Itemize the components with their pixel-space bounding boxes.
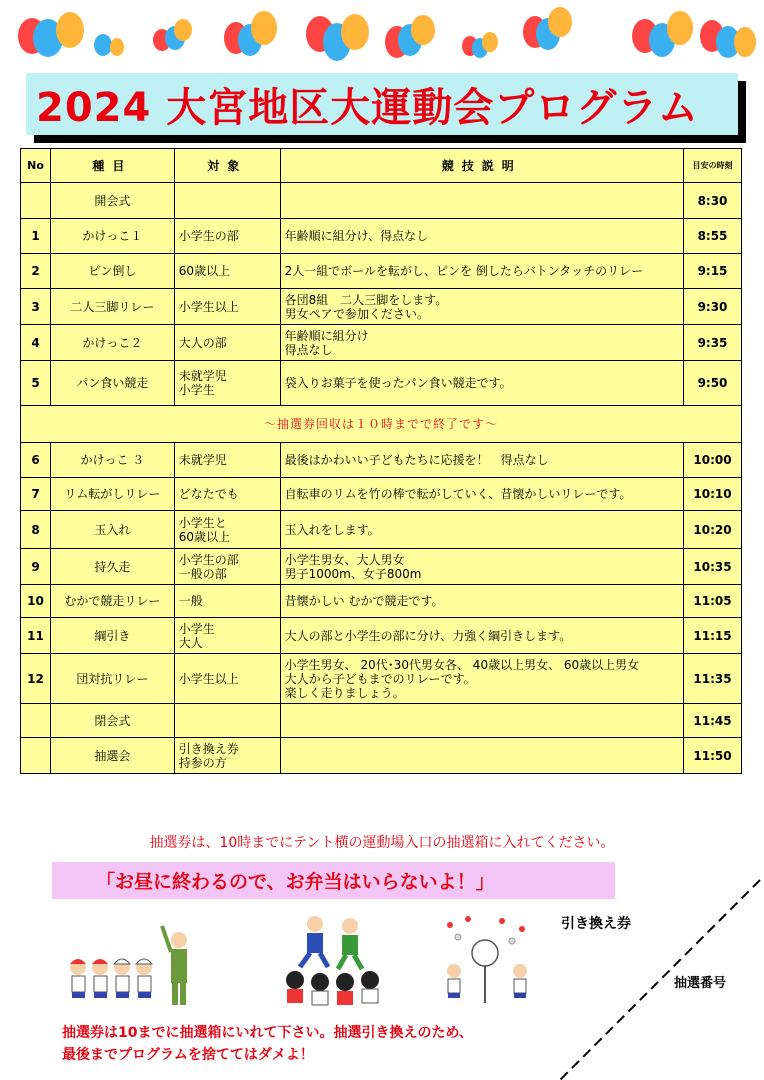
row-no: 6 [21, 443, 51, 478]
header-event: 種目 [50, 149, 174, 183]
row-description: 年齢順に組分け、得点なし [280, 219, 683, 254]
row-event: 二人三脚リレー [50, 289, 174, 325]
row-time: 10:35 [683, 549, 741, 585]
row-event: ピン倒し [50, 254, 174, 289]
row-description: 2人一組でボールを転がし、ピンを 倒したらバトンタッチのリレー [280, 254, 683, 289]
row-description: 小学生男女、 20代･30代男女各、 40歳以上男女、 60歳以上男女 大人から子どもまでのリレーです。 楽しく走りましょう。 [280, 654, 683, 704]
row-event: かけっこ ３ [50, 443, 174, 478]
row-event: 開会式 [50, 183, 174, 219]
row-event: かけっこ１ [50, 219, 174, 254]
row-event: パン食い競走 [50, 361, 174, 406]
row-target: 未就学児 [174, 443, 280, 478]
row-target: 小学生 大人 [174, 618, 280, 654]
row-target: 小学生以上 [174, 289, 280, 325]
row-time: 10:20 [683, 511, 741, 549]
row-no: 7 [21, 478, 51, 511]
row-description: 袋入りお菓子を使ったパン食い競走です。 [280, 361, 683, 406]
ball-toss-kids-icon [440, 915, 540, 1010]
row-description: 自転車のリムを竹の棒で転がしていく、昔懐かしいリレーです。 [280, 478, 683, 511]
row-description: 小学生男女、大人男女 男子1000m、女子800m [280, 549, 683, 585]
row-event: 団対抗リレー [50, 654, 174, 704]
footer-line-1: 抽選券は10までに抽選箱にいれて下さい。抽選引き換えのため、 [62, 1025, 473, 1041]
row-time: 10:10 [683, 478, 741, 511]
ticket-notice: 抽選券は、10時までにテント横の運動場入口の抽選箱に入れてください。 [149, 835, 615, 851]
header-description: 競技説明 [280, 149, 683, 183]
row-no: 10 [21, 585, 51, 618]
row-time: 9:35 [683, 325, 741, 361]
row-event: 綱引き [50, 618, 174, 654]
row-description: 最後はかわいい子どもたちに応援を！ 得点なし [280, 443, 683, 478]
row-description: 各団8組 二人三脚をします。 男女ペアで参加ください。 [280, 289, 683, 325]
row-description: 昔懐かしい むかで競走です。 [280, 585, 683, 618]
row-description: 年齢順に組分け 得点なし [280, 325, 683, 361]
row-event: 抽選会 [50, 738, 174, 774]
row-event: 玉入れ [50, 511, 174, 549]
row-event: 持久走 [50, 549, 174, 585]
row-no: 4 [21, 325, 51, 361]
row-no: 8 [21, 511, 51, 549]
row-target: 引き換え券 持参の方 [174, 738, 280, 774]
row-event: むかで競走リレー [50, 585, 174, 618]
row-time: 11:15 [683, 618, 741, 654]
row-target: 小学生以上 [174, 654, 280, 704]
page-title: 2024 大宮地区大運動会プログラム [36, 84, 699, 131]
header-time: 目安の時刻 [683, 149, 741, 183]
row-no: 12 [21, 654, 51, 704]
row-time: 9:50 [683, 361, 741, 406]
row-target: 小学生の部 一般の部 [174, 549, 280, 585]
row-target: 小学生の部 [174, 219, 280, 254]
footer-line-2: 最後までプログラムを捨ててはダメよ！ [62, 1047, 314, 1063]
row-no: 9 [21, 549, 51, 585]
collection-deadline-banner: ～抽選券回収は１０時までで終了です～ [21, 406, 742, 443]
row-event: 閉会式 [50, 704, 174, 738]
row-event: リム転がしリレー [50, 478, 174, 511]
header-no: No [21, 149, 51, 183]
row-time: 8:55 [683, 219, 741, 254]
row-target: 60歳以上 [174, 254, 280, 289]
lunch-note: 「お昼に終わるので、お弁当はいらないよ！」 [96, 871, 495, 893]
lottery-number-label: 抽選番号 [674, 976, 727, 991]
row-no: 11 [21, 618, 51, 654]
runners-icon [280, 912, 390, 1007]
footer-note [62, 1022, 473, 1066]
row-time: 11:05 [683, 585, 741, 618]
exchange-ticket-label: 引き換え券 [561, 916, 631, 932]
row-target: 未就学児 小学生 [174, 361, 280, 406]
row-target: 大人の部 [174, 325, 280, 361]
row-time: 11:35 [683, 654, 741, 704]
header-target: 対象 [174, 149, 280, 183]
row-time: 11:50 [683, 738, 741, 774]
row-time: 11:45 [683, 704, 741, 738]
row-time: 10:00 [683, 443, 741, 478]
row-no: 2 [21, 254, 51, 289]
cheerleader-kids-icon [64, 922, 204, 1012]
row-time: 9:15 [683, 254, 741, 289]
row-time: 8:30 [683, 183, 741, 219]
row-no: 5 [21, 361, 51, 406]
row-no: 1 [21, 219, 51, 254]
row-description: 大人の部と小学生の部に分け、力強く綱引きします。 [280, 618, 683, 654]
row-target: 小学生と 60歳以上 [174, 511, 280, 549]
row-description: 玉入れをします。 [280, 511, 683, 549]
row-target: どなたでも [174, 478, 280, 511]
row-target: 一般 [174, 585, 280, 618]
row-no: 3 [21, 289, 51, 325]
row-event: かけっこ２ [50, 325, 174, 361]
row-time: 9:30 [683, 289, 741, 325]
